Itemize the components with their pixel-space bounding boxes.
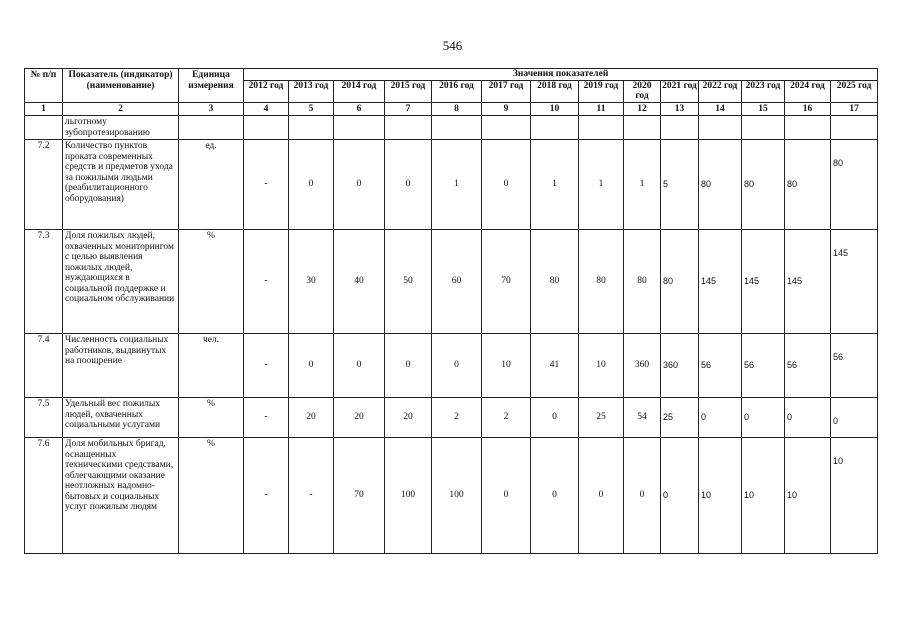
value-cell: 10 [785, 438, 831, 554]
column-number: 7 [385, 102, 432, 116]
value-cell: 20 [385, 398, 432, 438]
value-cell: 80 [579, 230, 624, 334]
page-number: 546 [442, 38, 463, 53]
column-number: 12 [624, 102, 661, 116]
year-header: 2017 год [482, 80, 531, 102]
column-number: 6 [334, 102, 385, 116]
value-cell: 0 [624, 438, 661, 554]
column-number: 11 [579, 102, 624, 116]
table-row [25, 140, 878, 230]
unit-cell: % [179, 398, 244, 438]
value-cell: 80 [742, 140, 785, 230]
value-cell: 10 [482, 334, 531, 398]
value-cell: 56 [699, 334, 742, 398]
year-header: 2019 год [579, 80, 624, 102]
value-cell: 25 [579, 398, 624, 438]
value-cell: 80 [624, 230, 661, 334]
value-cell: 145 [831, 230, 878, 334]
indicator-name-cell: Удельный вес пожилых людей, охваченных социальными услугами [63, 398, 179, 438]
year-header: 2021 год [661, 80, 699, 102]
column-number-row [25, 102, 878, 116]
table-row [25, 116, 878, 140]
column-number: 17 [831, 102, 878, 116]
column-number: 2 [63, 102, 179, 116]
value-cell: - [289, 438, 334, 554]
column-number: 13 [661, 102, 699, 116]
year-header: 2016 год [432, 80, 482, 102]
column-number: 16 [785, 102, 831, 116]
value-cell: 20 [289, 398, 334, 438]
value-cell: 0 [531, 398, 579, 438]
value-cell: 0 [742, 398, 785, 438]
unit-cell: % [179, 230, 244, 334]
unit-cell [179, 116, 244, 140]
value-cell: 0 [531, 438, 579, 554]
header-row-1 [25, 69, 878, 81]
col-indicator-header: Показатель (индикатор) (наименование) [63, 69, 179, 103]
value-cell [742, 116, 785, 140]
row-number-cell [25, 116, 63, 140]
col-no-header: № п/п [25, 69, 63, 103]
year-header: 2018 год [531, 80, 579, 102]
value-cell: 0 [385, 140, 432, 230]
row-number-cell: 7.3 [25, 230, 63, 334]
value-cell [385, 116, 432, 140]
year-header: 2022 год [699, 80, 742, 102]
value-cell: - [244, 398, 289, 438]
unit-cell: % [179, 438, 244, 554]
table-row [25, 438, 878, 554]
value-cell: 20 [334, 398, 385, 438]
value-cell: 80 [699, 140, 742, 230]
year-header: 2014 год [334, 80, 385, 102]
value-cell: 0 [432, 334, 482, 398]
column-number: 8 [432, 102, 482, 116]
value-cell: 0 [334, 140, 385, 230]
row-number-cell: 7.6 [25, 438, 63, 554]
row-number-cell: 7.2 [25, 140, 63, 230]
value-cell: 0 [289, 334, 334, 398]
value-cell: 50 [385, 230, 432, 334]
indicator-name-cell: Доля пожилых людей, охваченных мониторингом с целью выявления пожилых людей, нуждающихся в социальной поддержке и социальном обслуживании [63, 230, 179, 334]
value-cell: 145 [742, 230, 785, 334]
value-cell: 40 [334, 230, 385, 334]
year-header: 2020 год [624, 80, 661, 102]
value-cell: 1 [579, 140, 624, 230]
value-cell: 0 [482, 140, 531, 230]
value-cell: 100 [432, 438, 482, 554]
value-cell: 0 [482, 438, 531, 554]
value-cell: 80 [831, 140, 878, 230]
value-cell [624, 116, 661, 140]
value-cell: 54 [624, 398, 661, 438]
value-cell: 2 [432, 398, 482, 438]
value-cell: 70 [334, 438, 385, 554]
value-cell: 10 [831, 438, 878, 554]
value-cell: 56 [785, 334, 831, 398]
value-cell: 80 [785, 140, 831, 230]
indicator-name-cell: Численность социальных работников, выдвинутых на поощрение [63, 334, 179, 398]
value-cell [432, 116, 482, 140]
value-cell: 0 [334, 334, 385, 398]
value-cell: 1 [531, 140, 579, 230]
value-cell: 10 [579, 334, 624, 398]
value-cell: 60 [432, 230, 482, 334]
value-cell: 56 [831, 334, 878, 398]
value-cell: 80 [661, 230, 699, 334]
value-cell: 41 [531, 334, 579, 398]
table-body [25, 116, 878, 554]
column-number: 1 [25, 102, 63, 116]
value-cell: 25 [661, 398, 699, 438]
indicator-name-cell: Количество пунктов проката современных средств и предметов ухода за пожилыми людьми (реабилитационного оборудования) [63, 140, 179, 230]
year-header: 2012 год [244, 80, 289, 102]
unit-cell: ед. [179, 140, 244, 230]
value-cell: 0 [831, 398, 878, 438]
value-cell [661, 116, 699, 140]
value-cell: 0 [579, 438, 624, 554]
value-cell: 1 [624, 140, 661, 230]
value-cell: - [244, 334, 289, 398]
value-cell: 0 [289, 140, 334, 230]
indicators-table [24, 68, 878, 554]
value-cell: 145 [785, 230, 831, 334]
column-number: 9 [482, 102, 531, 116]
year-header: 2025 год [831, 80, 878, 102]
value-cell [334, 116, 385, 140]
indicator-name-cell: льготному зубопротезированию [63, 116, 179, 140]
value-cell [579, 116, 624, 140]
value-cell [831, 116, 878, 140]
column-number: 4 [244, 102, 289, 116]
year-header: 2015 год [385, 80, 432, 102]
value-cell: 0 [785, 398, 831, 438]
value-cell: 100 [385, 438, 432, 554]
value-cell: - [244, 438, 289, 554]
value-cell: - [244, 140, 289, 230]
row-number-cell: 7.5 [25, 398, 63, 438]
value-cell [244, 116, 289, 140]
col-unit-header: Единица измерения [179, 69, 244, 103]
value-cell: 0 [661, 438, 699, 554]
value-cell [785, 116, 831, 140]
value-cell [531, 116, 579, 140]
column-number: 5 [289, 102, 334, 116]
value-cell: 30 [289, 230, 334, 334]
column-number: 14 [699, 102, 742, 116]
value-cell: 70 [482, 230, 531, 334]
value-cell: 10 [742, 438, 785, 554]
value-cell: 80 [531, 230, 579, 334]
indicator-name-cell: Доля мобильных бригад, оснащенных техническими средствами, облегчающими оказание неотложных надомно-бытовых и социальных услуг пожилым людям [63, 438, 179, 554]
year-header: 2023 год [742, 80, 785, 102]
value-cell: 360 [661, 334, 699, 398]
value-cell [482, 116, 531, 140]
value-cell: - [244, 230, 289, 334]
row-number-cell: 7.4 [25, 334, 63, 398]
value-cell: 10 [699, 438, 742, 554]
value-cell: 0 [699, 398, 742, 438]
column-number: 10 [531, 102, 579, 116]
value-cell: 360 [624, 334, 661, 398]
unit-cell: чел. [179, 334, 244, 398]
value-cell: 5 [661, 140, 699, 230]
value-cell: 1 [432, 140, 482, 230]
value-cell [289, 116, 334, 140]
value-cell [699, 116, 742, 140]
value-cell: 2 [482, 398, 531, 438]
value-cell: 56 [742, 334, 785, 398]
year-header: 2013 год [289, 80, 334, 102]
year-header: 2024 год [785, 80, 831, 102]
value-cell: 0 [385, 334, 432, 398]
table-row [25, 398, 878, 438]
values-group-header: Значения показателей [244, 69, 878, 81]
column-number: 15 [742, 102, 785, 116]
column-number: 3 [179, 102, 244, 116]
table-row [25, 334, 878, 398]
table-row [25, 230, 878, 334]
value-cell: 145 [699, 230, 742, 334]
